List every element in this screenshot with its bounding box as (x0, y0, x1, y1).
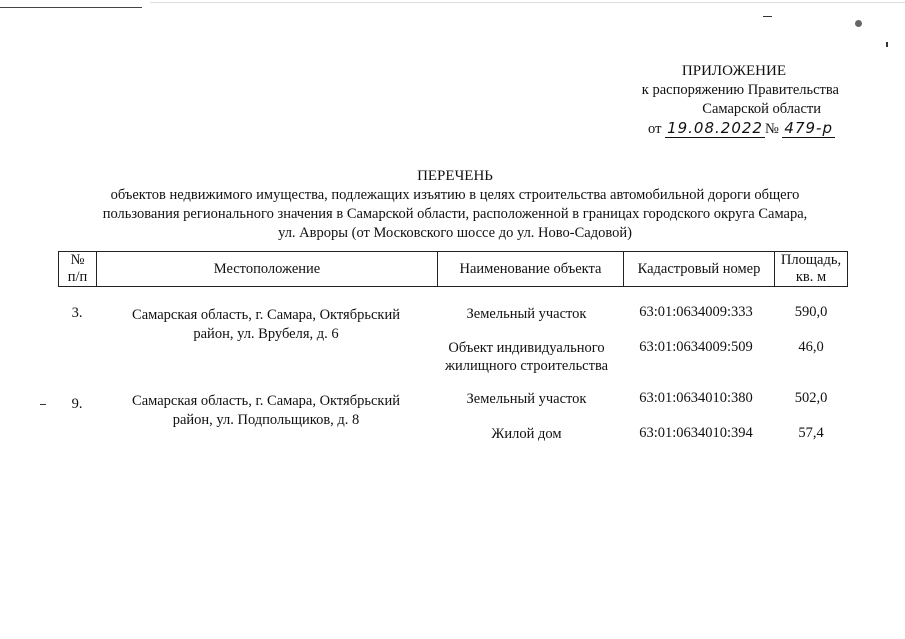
header-area-line-1: Площадь, (780, 252, 842, 268)
object-name-line-1: Земельный участок (466, 391, 587, 407)
object-name-line-1: Объект индивидуального (448, 340, 605, 356)
heading-title: ПЕРЕЧЕНЬ (417, 168, 493, 184)
row-location (100, 306, 432, 344)
row-location (100, 392, 432, 430)
location-line-1: Самарская область, г. Самара, Октябрьский (132, 307, 400, 323)
cadastral-number: 63:01:0634010:394 (639, 425, 753, 441)
header-area (775, 252, 848, 287)
object-name (437, 339, 616, 375)
appendix-date-line (642, 119, 839, 139)
appendix-line-2: Самарской области (702, 101, 821, 117)
number-sign: № (764, 121, 779, 137)
row-number: 3. (71, 305, 83, 321)
cadastral-number: 63:01:0634010:380 (639, 390, 753, 406)
row-number: 9. (71, 396, 83, 412)
location-line-1: Самарская область, г. Самара, Октябрьский (132, 393, 400, 409)
appendix-line-1: к распоряжению Правительства (641, 82, 839, 98)
document-heading (60, 167, 850, 243)
heading-line-3: ул. Авроры (от Московского шоссе до ул. Ново-Садовой) (278, 225, 632, 241)
object-name-line-1: Жилой дом (491, 426, 562, 442)
header-num (59, 252, 97, 287)
date-prefix: от (648, 121, 662, 137)
header-area-line-2: кв. м (795, 269, 827, 285)
handwritten-number: 479-р (784, 119, 833, 137)
header-location: Местоположение (97, 252, 438, 287)
area-value: 46,0 (798, 339, 824, 355)
object-name-line-1: Земельный участок (466, 306, 587, 322)
scan-speck (763, 16, 772, 17)
cadastral-number: 63:01:0634009:509 (639, 339, 753, 355)
heading-line-1: объектов недвижимого имущества, подлежащих изъятию в целях строительства автомобильной дороги общего (110, 187, 800, 203)
location-line-2: район, ул. Подпольщиков, д. 8 (172, 412, 360, 428)
scan-top-line (0, 7, 142, 8)
header-num-line-1: № (70, 252, 85, 268)
object-name (437, 390, 616, 409)
object-name (437, 305, 616, 324)
area-value: 502,0 (794, 390, 828, 406)
appendix-block (642, 62, 839, 139)
heading-line-2: пользования регионального значения в Самарской области, расположенной в границах городского округа Самара, (102, 206, 808, 222)
object-name-line-2: жилищного строительства (444, 358, 609, 374)
header-object: Наименование объекта (438, 252, 624, 287)
header-num-line-2: п/п (67, 269, 88, 285)
header-cadastral: Кадастровый номер (624, 252, 775, 287)
scan-edge-line (150, 2, 905, 3)
scan-speck (40, 404, 46, 405)
area-value: 590,0 (794, 304, 828, 320)
handwritten-date: 19.08.2022 (667, 119, 763, 137)
objects-table-header (58, 251, 848, 287)
object-name (437, 425, 616, 444)
scan-speck (855, 20, 862, 27)
location-line-2: район, ул. Врубеля, д. 6 (193, 326, 339, 342)
area-value: 57,4 (798, 425, 824, 441)
scan-speck (886, 42, 888, 47)
appendix-title: ПРИЛОЖЕНИЕ (681, 63, 786, 79)
cadastral-number: 63:01:0634009:333 (639, 304, 753, 320)
